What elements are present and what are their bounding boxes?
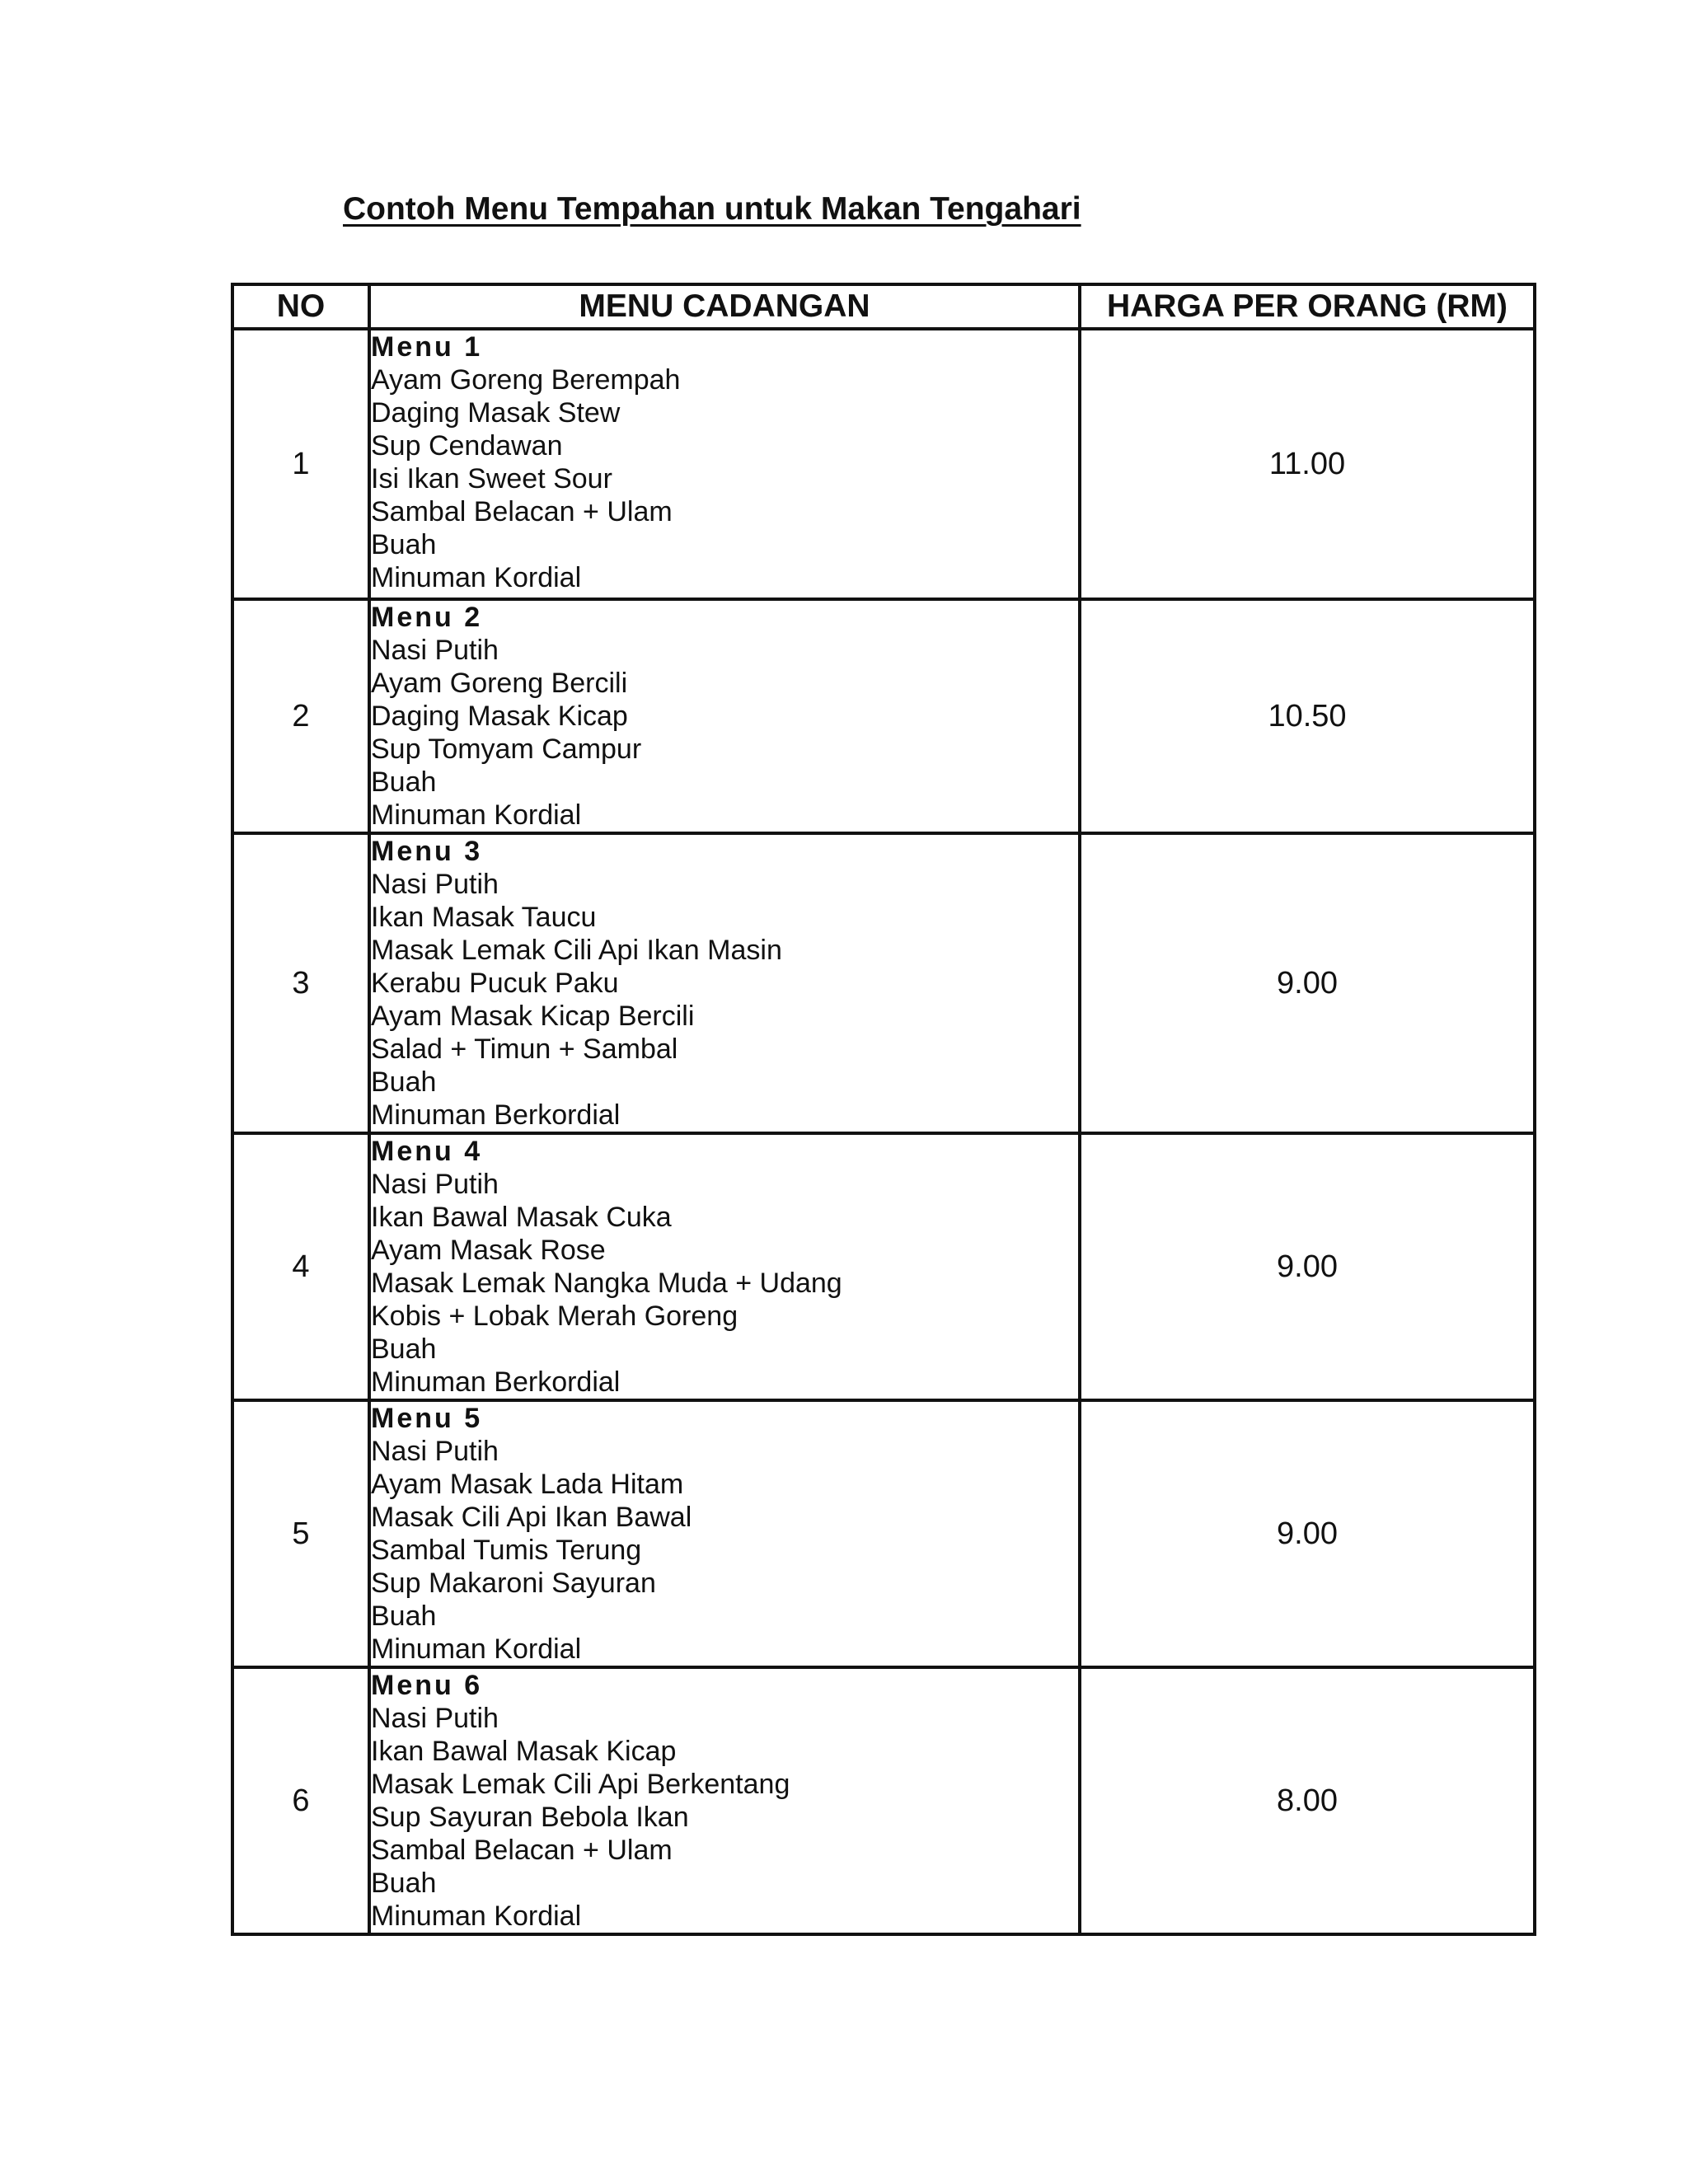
menu-item: Sambal Tumis Terung: [371, 1535, 642, 1566]
menu-item: Ayam Goreng Berempah: [371, 364, 681, 396]
row-number: 2: [232, 599, 369, 833]
menu-name: Menu 1: [371, 331, 483, 363]
menu-item: Sup Makaroni Sayuran: [371, 1568, 656, 1599]
row-number: 6: [232, 1667, 369, 1934]
table-row: [232, 1400, 1535, 1667]
menu-item-list: [371, 634, 1078, 832]
menu-cell: [369, 1667, 1080, 1934]
table-row: [232, 1133, 1535, 1400]
menu-table: [231, 283, 1536, 1936]
header-menu: MENU CADANGAN: [369, 284, 1080, 329]
menu-item: Buah: [371, 1868, 437, 1899]
menu-item: Minuman Berkordial: [371, 1099, 621, 1131]
menu-item: Daging Masak Stew: [371, 397, 621, 429]
menu-name: Menu 6: [371, 1670, 483, 1701]
menu-item: Minuman Kordial: [371, 1633, 582, 1665]
menu-item: Buah: [371, 1066, 437, 1098]
menu-item: Sup Tomyam Campur: [371, 733, 642, 765]
table-row: [232, 329, 1535, 599]
row-number: 4: [232, 1133, 369, 1400]
menu-item: Kerabu Pucuk Paku: [371, 968, 619, 999]
menu-item: Ayam Masak Rose: [371, 1235, 606, 1266]
menu-name: Menu 2: [371, 602, 483, 633]
menu-cell: [369, 329, 1080, 599]
menu-item: Nasi Putih: [371, 1436, 499, 1467]
table-row: [232, 599, 1535, 833]
menu-item: Kobis + Lobak Merah Goreng: [371, 1301, 738, 1332]
menu-name: Menu 5: [371, 1403, 483, 1434]
menu-item-list: [371, 363, 1078, 594]
menu-item: Minuman Berkordial: [371, 1366, 621, 1398]
header-no: NO: [232, 284, 369, 329]
menu-item: Ayam Masak Lada Hitam: [371, 1469, 684, 1500]
menu-item: Masak Lemak Nangka Muda + Udang: [371, 1268, 842, 1299]
price-per-person: 9.00: [1080, 1400, 1535, 1667]
menu-name: Menu 3: [371, 836, 483, 867]
table-header-row: [232, 284, 1535, 329]
menu-item-list: [371, 868, 1078, 1132]
row-number: 5: [232, 1400, 369, 1667]
menu-item: Ikan Masak Taucu: [371, 902, 597, 933]
menu-cell: [369, 1133, 1080, 1400]
document-title: Contoh Menu Tempahan untuk Makan Tengahari: [343, 191, 1081, 227]
price-per-person: 9.00: [1080, 833, 1535, 1133]
menu-item: Ikan Bawal Masak Kicap: [371, 1736, 677, 1767]
menu-item: Daging Masak Kicap: [371, 701, 628, 732]
menu-item: Sambal Belacan + Ulam: [371, 496, 673, 527]
menu-item: Minuman Kordial: [371, 1900, 582, 1932]
table-row: [232, 1667, 1535, 1934]
menu-item-list: [371, 1168, 1078, 1399]
table-body: [232, 329, 1535, 1934]
menu-item: Nasi Putih: [371, 1169, 499, 1200]
menu-item: Ayam Goreng Bercili: [371, 668, 628, 699]
menu-item: Buah: [371, 1333, 437, 1365]
menu-item: Ikan Bawal Masak Cuka: [371, 1202, 672, 1233]
menu-item: Minuman Kordial: [371, 562, 582, 593]
menu-item: Buah: [371, 766, 437, 798]
menu-item: Sup Cendawan: [371, 430, 563, 462]
menu-item: Isi Ikan Sweet Sour: [371, 463, 612, 494]
price-per-person: 10.50: [1080, 599, 1535, 833]
menu-item: Nasi Putih: [371, 1703, 499, 1734]
menu-item: Minuman Kordial: [371, 799, 582, 831]
menu-cell: [369, 833, 1080, 1133]
row-number: 1: [232, 329, 369, 599]
table-row: [232, 833, 1535, 1133]
menu-item: Salad + Timun + Sambal: [371, 1033, 678, 1065]
menu-item: Buah: [371, 529, 437, 560]
menu-item: Sambal Belacan + Ulam: [371, 1835, 673, 1866]
menu-cell: [369, 599, 1080, 833]
header-price: HARGA PER ORANG (RM): [1080, 284, 1535, 329]
price-per-person: 8.00: [1080, 1667, 1535, 1934]
menu-name: Menu 4: [371, 1136, 483, 1167]
menu-item: Nasi Putih: [371, 635, 499, 666]
menu-item: Sup Sayuran Bebola Ikan: [371, 1802, 689, 1833]
menu-item-list: [371, 1702, 1078, 1933]
menu-item: Masak Cili Api Ikan Bawal: [371, 1502, 692, 1533]
menu-item: Buah: [371, 1601, 437, 1632]
price-per-person: 9.00: [1080, 1133, 1535, 1400]
menu-item: Masak Lemak Cili Api Berkentang: [371, 1769, 790, 1800]
menu-item-list: [371, 1435, 1078, 1666]
menu-item: Ayam Masak Kicap Bercili: [371, 1001, 695, 1032]
menu-item: Nasi Putih: [371, 869, 499, 900]
price-per-person: 11.00: [1080, 329, 1535, 599]
row-number: 3: [232, 833, 369, 1133]
menu-item: Masak Lemak Cili Api Ikan Masin: [371, 935, 782, 966]
menu-cell: [369, 1400, 1080, 1667]
